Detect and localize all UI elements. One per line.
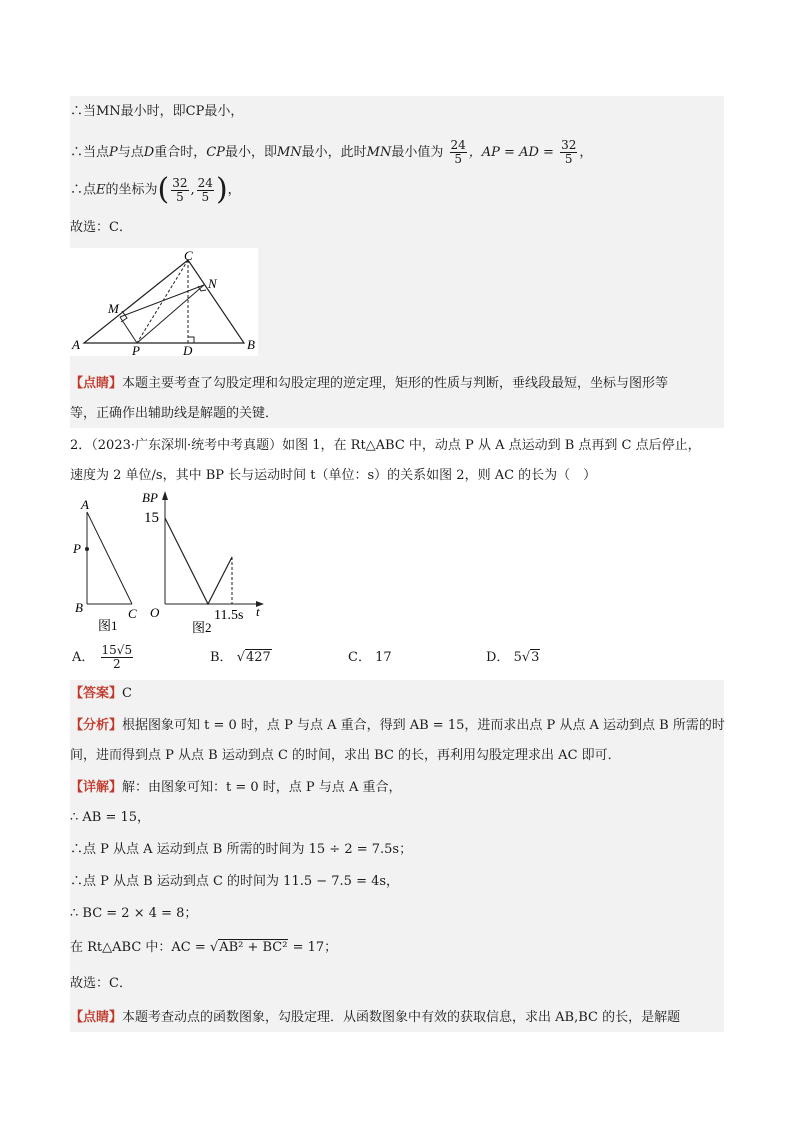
question2-analysis-line1: 【分析】根据图象可知 t = 0 时，点 P 与点 A 重合，得到 AB = 15，进而求出点 P 从点 A 运动到点 B 所需的时	[70, 718, 725, 733]
label-C: C	[184, 248, 193, 263]
solution1-line3: ∴点E的坐标为( $\frac{32}{5}$ , $\frac{24}{5}$ )，	[70, 172, 241, 207]
fig2-x-tick: 11.5s	[214, 608, 244, 623]
question2-stem-line2: 速度为 2 单位/s，其中 BP 长与运动时间 t（单位：s）的关系如图 2，则 AC 的长为（ ）	[70, 468, 597, 483]
solution1-answer: 故选：C．	[70, 220, 132, 235]
solution1-line1: ∴当MN最小时，即CP最小，	[70, 104, 244, 119]
question2-detail-line3: ∴点 P 从点 A 运动到点 B 所需的时间为 15 ÷ 2 = 7.5s；	[70, 842, 413, 857]
question2-comment: 【点睛】本题考查动点的函数图象，勾股定理．从函数图象中有效的获取信息，求出 AB,BC 的长，是解题	[70, 1010, 681, 1025]
solution1-line2: ∴当点P与点D重合时，CP最小，即MN最小，此时MN最小值为 $\frac{24}{5}$ ，AP = AD = $\frac{32}{5}$ ，	[70, 138, 593, 166]
question2-detail-line2: ∴ AB = 15，	[70, 810, 151, 825]
label-M: M	[108, 301, 119, 316]
question2-stem-line1: 2．（2023·广东深圳·统考中考真题）如图 1，在 Rt△ABC 中，动点 P 从 A 点运动到 B 点再到 C 点后停止，	[70, 438, 701, 453]
coord-x-fraction: $\frac{32}{5}$	[172, 175, 188, 204]
question2-analysis-line2: 间，进而得到点 P 从点 B 运动到点 C 的时间，求出 BC 的长，再利用勾股定理求出 AC 即可．	[70, 748, 621, 763]
fig2-x-axis-label: t	[256, 604, 260, 619]
label-P: P	[132, 343, 140, 356]
question2-detail-line6: 在 Rt△ABC 中：AC = √AB² + BC² = 17；	[70, 940, 338, 955]
label-D: D	[183, 343, 193, 356]
question2-detail-line5: ∴ BC = 2 × 4 = 8；	[70, 906, 198, 921]
option-C[interactable]: C． 17	[348, 650, 392, 665]
label-A: A	[72, 337, 80, 352]
question2-figure2	[138, 486, 268, 638]
question2-detail-line4: ∴点 P 从点 B 运动到点 C 的时间为 11.5 − 7.5 = 4s，	[70, 874, 400, 889]
solution1-comment-line1: 【点睛】本题主要考查了勾股定理和勾股定理的逆定理，矩形的性质与判断，垂线段最短，坐标与图形等	[70, 376, 669, 391]
fig1-label-C: C	[128, 606, 137, 621]
question2-detail-line1: 【详解】解：由图象可知：t = 0 时，点 P 与点 A 重合，	[70, 780, 402, 795]
option-A[interactable]: A． $\frac{15√5}{2}$	[72, 643, 133, 671]
fig1-label-P: P	[73, 541, 81, 556]
fraction-32-5: $\frac{32}{5}$	[561, 138, 577, 166]
label-B: B	[247, 337, 255, 352]
fig2-caption: 图2	[192, 620, 212, 635]
option-B[interactable]: B． √427	[210, 650, 271, 665]
fig1-label-B: B	[75, 600, 83, 615]
fig2-y-tick: 15	[144, 510, 159, 526]
fig2-origin: O	[150, 605, 160, 620]
coord-y-fraction: $\frac{24}{5}$	[197, 175, 213, 204]
fig1-caption: 图1	[98, 618, 118, 633]
fig1-label-A: A	[81, 497, 89, 512]
solution1-comment-line2: 等，正确作出辅助线是解题的关键．	[70, 406, 279, 421]
triangle-figure	[70, 248, 258, 356]
fig2-y-axis-label: BP	[142, 490, 158, 505]
question2-answer-text: 故选：C．	[70, 976, 132, 991]
option-A-fraction: $\frac{15√5}{2}$	[101, 643, 133, 671]
question2-answer: 【答案】C	[70, 686, 132, 701]
option-D[interactable]: D． 5√3	[486, 650, 540, 665]
label-N: N	[208, 276, 217, 291]
fraction-24-5: $\frac{24}{5}$	[450, 138, 466, 166]
